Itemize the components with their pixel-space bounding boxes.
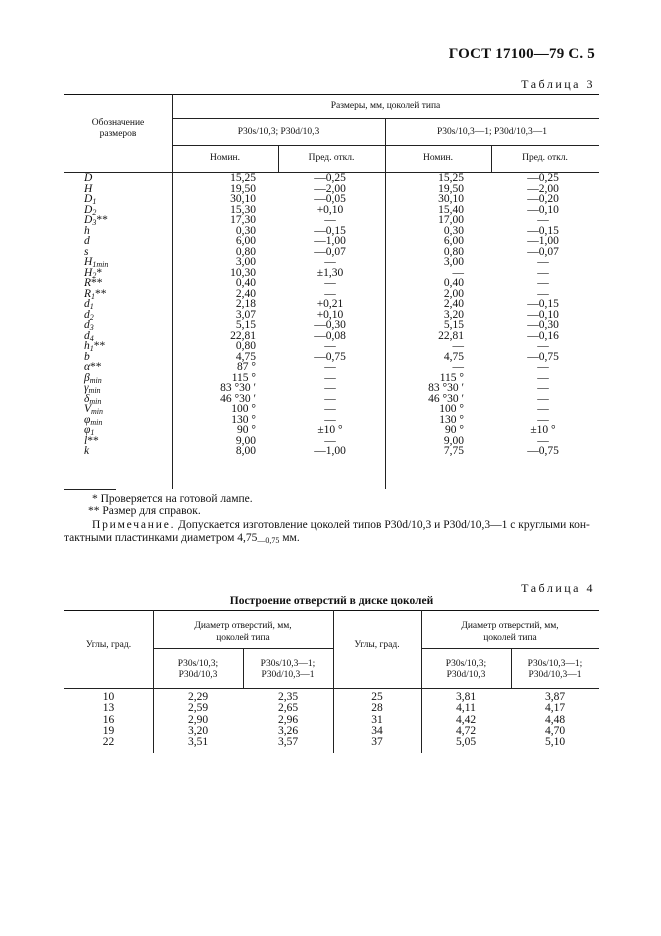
- symbol-cell: $\varphi_{min}$: [84, 413, 103, 427]
- nominal-cell: 4,75: [443, 350, 464, 363]
- deviation-cell: —0,30: [527, 319, 559, 331]
- nominal-cell: 90 °: [237, 424, 256, 436]
- nominal-cell: 0,30: [235, 224, 256, 237]
- symbol-cell: D: [84, 172, 93, 184]
- deviation-cell: —0,07: [314, 245, 346, 258]
- symbol-cell: $\beta_{min}$: [84, 371, 102, 385]
- table4-d2-right-column: [511, 692, 599, 748]
- symbol-cell: α**: [84, 361, 102, 373]
- deviation-cell: +0,21: [316, 298, 344, 310]
- symbol-cell: $R_1**$: [84, 287, 107, 301]
- nominal-cell: 6,00: [443, 235, 464, 247]
- diameter-cell: 4,72: [455, 724, 477, 737]
- nominal-cell: 100 °: [231, 403, 256, 415]
- diameter-cell: 4,70: [544, 724, 566, 737]
- deviation-cell: —0,25: [527, 172, 559, 184]
- angle-cell: 19: [102, 724, 115, 737]
- table3-dev1-column: [290, 173, 370, 457]
- deviation-cell: —: [324, 287, 336, 300]
- nominal-cell: 19,50: [230, 182, 256, 195]
- deviation-cell: —2,00: [314, 182, 346, 195]
- nominal-cell: 30,10: [438, 193, 464, 205]
- nominal-cell: —: [452, 266, 464, 279]
- table3-col-rule: [385, 118, 386, 489]
- symbol-cell: $d_3$: [84, 319, 94, 332]
- deviation-cell: —0,20: [527, 193, 559, 205]
- diameter-cell: 3,51: [187, 736, 209, 749]
- angle-cell: 13: [102, 702, 115, 715]
- diameter-cell: 3,26: [277, 724, 299, 737]
- nominal-cell: 83 °30 ′: [428, 382, 464, 394]
- col-header-nom1: Номин.: [210, 153, 240, 163]
- nominal-cell: 3,20: [443, 308, 464, 321]
- nominal-cell: 2,18: [235, 298, 256, 310]
- deviation-cell: —0,25: [314, 172, 346, 184]
- col-header-nom2: Номин.: [423, 153, 453, 163]
- deviation-cell: —: [537, 361, 549, 373]
- nominal-cell: 10,30: [230, 266, 256, 279]
- nominal-cell: 5,15: [443, 319, 464, 331]
- angle-cell: 22: [102, 736, 115, 749]
- nominal-cell: 5,15: [235, 319, 256, 331]
- diameter-cell: 2,65: [277, 702, 299, 715]
- deviation-cell: —: [324, 361, 336, 373]
- col-header-type1: P30s/10,3; P30d/10,3: [237, 127, 320, 137]
- col-header-designation: Обозначение размеров: [91, 118, 145, 139]
- diameter-cell: 4,42: [455, 713, 477, 726]
- page-header: ГОСТ 17100—79 С. 5: [448, 46, 595, 62]
- symbol-cell: $h_1**$: [84, 340, 106, 353]
- table4-caption: Таблица 4: [521, 581, 595, 595]
- deviation-cell: —1,00: [314, 445, 346, 457]
- angle-cell: 25: [371, 691, 383, 703]
- nominal-cell: 0,30: [443, 224, 464, 237]
- table3-caption: Таблица 3: [521, 77, 595, 91]
- col-header-type2-left: P30s/10,3—1; P30d/10,3—1: [260, 659, 316, 680]
- deviation-cell: —0,15: [527, 224, 559, 237]
- footnote-rule: [64, 489, 116, 490]
- deviation-cell: —: [537, 371, 549, 384]
- symbol-cell: d: [84, 235, 90, 247]
- col-header-angles-right: Углы, град.: [354, 640, 400, 650]
- angle-cell: 37: [371, 736, 383, 749]
- nominal-cell: 0,80: [443, 245, 464, 258]
- table3-nom2-column: [392, 173, 464, 457]
- deviation-cell: —: [537, 277, 549, 289]
- nominal-cell: 9,00: [235, 434, 256, 447]
- symbol-cell: $\varphi_1$: [84, 424, 95, 437]
- nominal-cell: 15,25: [230, 172, 256, 184]
- diameter-cell: 2,35: [277, 691, 299, 703]
- table4-top-rule: [64, 610, 599, 611]
- nominal-cell: 130 °: [439, 413, 464, 426]
- diameter-cell: 3,20: [187, 724, 209, 737]
- diameter-cell: 3,81: [455, 691, 477, 703]
- angle-cell: 16: [102, 713, 115, 726]
- deviation-cell: ±10 °: [317, 424, 343, 436]
- nominal-cell: 115 °: [231, 371, 256, 384]
- deviation-cell: —: [537, 214, 549, 226]
- nominal-cell: 3,00: [235, 256, 256, 268]
- symbol-cell: $D_3**$: [84, 214, 108, 227]
- deviation-cell: ±10 °: [530, 424, 556, 436]
- diameter-cell: 4,17: [544, 702, 566, 715]
- diameter-cell: 2,29: [187, 691, 209, 703]
- diameter-cell: 4,48: [544, 713, 566, 726]
- deviation-cell: —0,15: [314, 224, 346, 237]
- nominal-cell: 17,00: [438, 214, 464, 226]
- col-header-dev2: Пред. откл.: [522, 153, 568, 163]
- nominal-cell: 4,75: [235, 350, 256, 363]
- diameter-cell: 2,96: [277, 713, 299, 726]
- table4-title: Построение отверстий в диске цоколей: [229, 595, 434, 607]
- table4-d2-left-column: [243, 692, 333, 748]
- deviation-cell: —0,75: [527, 445, 559, 457]
- nominal-cell: 46 °30 ′: [220, 392, 256, 405]
- table3-symbols-column: [84, 173, 170, 457]
- symbol-cell: $d_4$: [84, 329, 94, 343]
- angle-cell: 10: [102, 691, 115, 703]
- nominal-cell: 100 °: [439, 403, 464, 415]
- nominal-cell: 90 °: [445, 424, 464, 436]
- deviation-cell: —: [324, 214, 336, 226]
- nominal-cell: 115 °: [439, 371, 464, 384]
- nominal-cell: 3,00: [443, 256, 464, 268]
- symbol-cell: l**: [84, 434, 99, 447]
- nominal-cell: 0,80: [235, 245, 256, 258]
- symbol-cell: $d_2$: [84, 308, 94, 322]
- nominal-cell: —: [452, 340, 464, 352]
- deviation-cell: —0,30: [314, 319, 346, 331]
- table4-d1-left-column: [153, 692, 243, 748]
- deviation-cell: —: [537, 266, 549, 279]
- nominal-cell: 9,00: [443, 434, 464, 447]
- nominal-cell: 0,80: [235, 340, 256, 352]
- diameter-cell: 4,11: [456, 702, 476, 715]
- col-header-diameter-right: Диаметр отверстий, мм, цоколей типа: [461, 621, 559, 643]
- symbol-cell: $D_2$: [84, 203, 97, 217]
- nominal-cell: 0,40: [443, 277, 464, 289]
- nominal-cell: 2,00: [443, 287, 464, 300]
- deviation-cell: —1,00: [314, 235, 346, 247]
- nominal-cell: 0,40: [235, 277, 256, 289]
- footnote-1: * Проверяется на готовой лампе.: [92, 493, 253, 505]
- footnote-2: ** Размер для справок.: [88, 505, 201, 517]
- diameter-cell: 5,05: [455, 736, 477, 749]
- deviation-cell: —: [324, 403, 336, 415]
- symbol-cell: b: [84, 350, 90, 363]
- note-label: Примечание.: [92, 519, 176, 531]
- nominal-cell: 87 °: [237, 361, 256, 373]
- note-line-1: [92, 519, 590, 531]
- symbol-cell: $d_1$: [84, 298, 94, 311]
- symbol-cell: $D_1$: [84, 193, 97, 206]
- table3-top-rule: [64, 94, 599, 95]
- table3-nom1-column: [196, 173, 256, 457]
- group-header-sizes: Размеры, мм, цоколей типа: [330, 101, 441, 111]
- deviation-cell: —1,00: [527, 235, 559, 247]
- symbol-cell: $\gamma_{min}$: [84, 382, 101, 395]
- angle-cell: 34: [371, 724, 383, 737]
- symbol-cell: $V_{min}$: [84, 403, 104, 416]
- symbol-cell: s: [84, 245, 89, 258]
- deviation-cell: —0,07: [527, 245, 559, 258]
- nominal-cell: 2,40: [235, 287, 256, 300]
- symbol-cell: h: [84, 224, 90, 237]
- nominal-cell: 46 °30 ′: [428, 392, 464, 405]
- deviation-cell: —0,10: [527, 308, 559, 321]
- deviation-cell: —: [324, 256, 336, 268]
- table4-angles-left-column: [64, 692, 153, 748]
- col-header-type1-left: P30s/10,3; P30d/10,3: [177, 659, 219, 680]
- deviation-cell: —: [537, 382, 549, 394]
- diameter-cell: 3,87: [544, 691, 566, 703]
- table4-d1-right-column: [421, 692, 511, 748]
- nominal-cell: 19,50: [438, 182, 464, 195]
- nominal-cell: —: [452, 361, 464, 373]
- deviation-cell: —2,00: [527, 182, 559, 195]
- nominal-cell: 130 °: [231, 413, 256, 426]
- deviation-cell: +0,10: [316, 203, 344, 216]
- deviation-cell: —: [324, 434, 336, 447]
- col-header-dev1: Пред. откл.: [308, 153, 355, 163]
- deviation-cell: —: [324, 413, 336, 426]
- nominal-cell: 3,07: [235, 308, 256, 321]
- deviation-cell: +0,10: [316, 308, 344, 321]
- deviation-cell: —0,08: [314, 329, 346, 342]
- nominal-cell: 30,10: [230, 193, 256, 205]
- table4-rule: [421, 648, 599, 649]
- nominal-cell: 2,40: [443, 298, 464, 310]
- deviation-cell: —: [537, 392, 549, 405]
- symbol-cell: $\delta_{min}$: [84, 392, 102, 406]
- col-header-angles-left: Углы, град.: [85, 640, 132, 650]
- col-header-diameter-left: Диаметр отверстий, мм, цоколей типа: [194, 621, 292, 643]
- angle-cell: 31: [371, 713, 383, 726]
- deviation-cell: —: [324, 371, 336, 384]
- symbol-cell: $H_2*$: [84, 266, 103, 280]
- deviation-cell: —: [537, 413, 549, 426]
- deviation-cell: —: [537, 403, 549, 415]
- deviation-cell: —: [537, 434, 549, 447]
- nominal-cell: 17,30: [230, 214, 256, 226]
- deviation-cell: —0,10: [527, 203, 559, 216]
- deviation-cell: —: [324, 382, 336, 394]
- diameter-cell: 2,59: [187, 702, 209, 715]
- table4-header-bottom-rule: [64, 688, 599, 689]
- col-header-type2: P30s/10,3—1; P30d/10,3—1: [436, 127, 548, 137]
- deviation-cell: —0,75: [314, 350, 346, 363]
- table4-angles-right-column: [333, 692, 421, 748]
- nominal-cell: 7,75: [443, 445, 464, 457]
- nominal-cell: 15,40: [438, 203, 464, 216]
- nominal-cell: 22,81: [438, 329, 464, 342]
- diameter-cell: 3,57: [277, 736, 299, 749]
- nominal-cell: 6,00: [235, 235, 256, 247]
- nominal-cell: 15,30: [230, 203, 256, 216]
- deviation-cell: —: [324, 277, 336, 289]
- deviation-cell: ±1,30: [316, 266, 344, 279]
- deviation-cell: —0,75: [527, 350, 559, 363]
- nominal-cell: 22,81: [230, 329, 256, 342]
- symbol-cell: H: [84, 182, 93, 195]
- nominal-cell: 8,00: [235, 445, 256, 457]
- deviation-cell: —: [537, 287, 549, 300]
- table3-dev2-column: [503, 173, 583, 457]
- deviation-cell: —: [537, 256, 549, 268]
- symbol-cell: k: [84, 445, 90, 457]
- deviation-cell: —: [324, 392, 336, 405]
- deviation-cell: —: [324, 340, 336, 352]
- col-header-type2-right: P30s/10,3—1; P30d/10,3—1: [527, 659, 583, 680]
- deviation-cell: —0,16: [527, 329, 559, 342]
- note-text: Допускается изготовление цоколей типов P30d/10,3 и P30d/10,3—1 с круглыми кон-: [175, 519, 590, 531]
- note-line-2: тактными пластинками диаметром $4,75_{—0,75}$ мм.: [64, 532, 300, 545]
- col-header-type1-right: P30s/10,3; P30d/10,3: [445, 659, 487, 680]
- diameter-cell: 2,90: [187, 713, 209, 726]
- deviation-cell: —0,15: [527, 298, 559, 310]
- deviation-cell: —: [537, 340, 549, 352]
- nominal-cell: 15,25: [438, 172, 464, 184]
- angle-cell: 28: [371, 702, 383, 715]
- deviation-cell: —0,05: [314, 193, 346, 205]
- symbol-cell: $H_{1min}$: [84, 256, 109, 269]
- symbol-cell: R**: [84, 277, 103, 289]
- nominal-cell: 83 °30 ′: [220, 382, 256, 394]
- diameter-cell: 5,10: [544, 736, 566, 749]
